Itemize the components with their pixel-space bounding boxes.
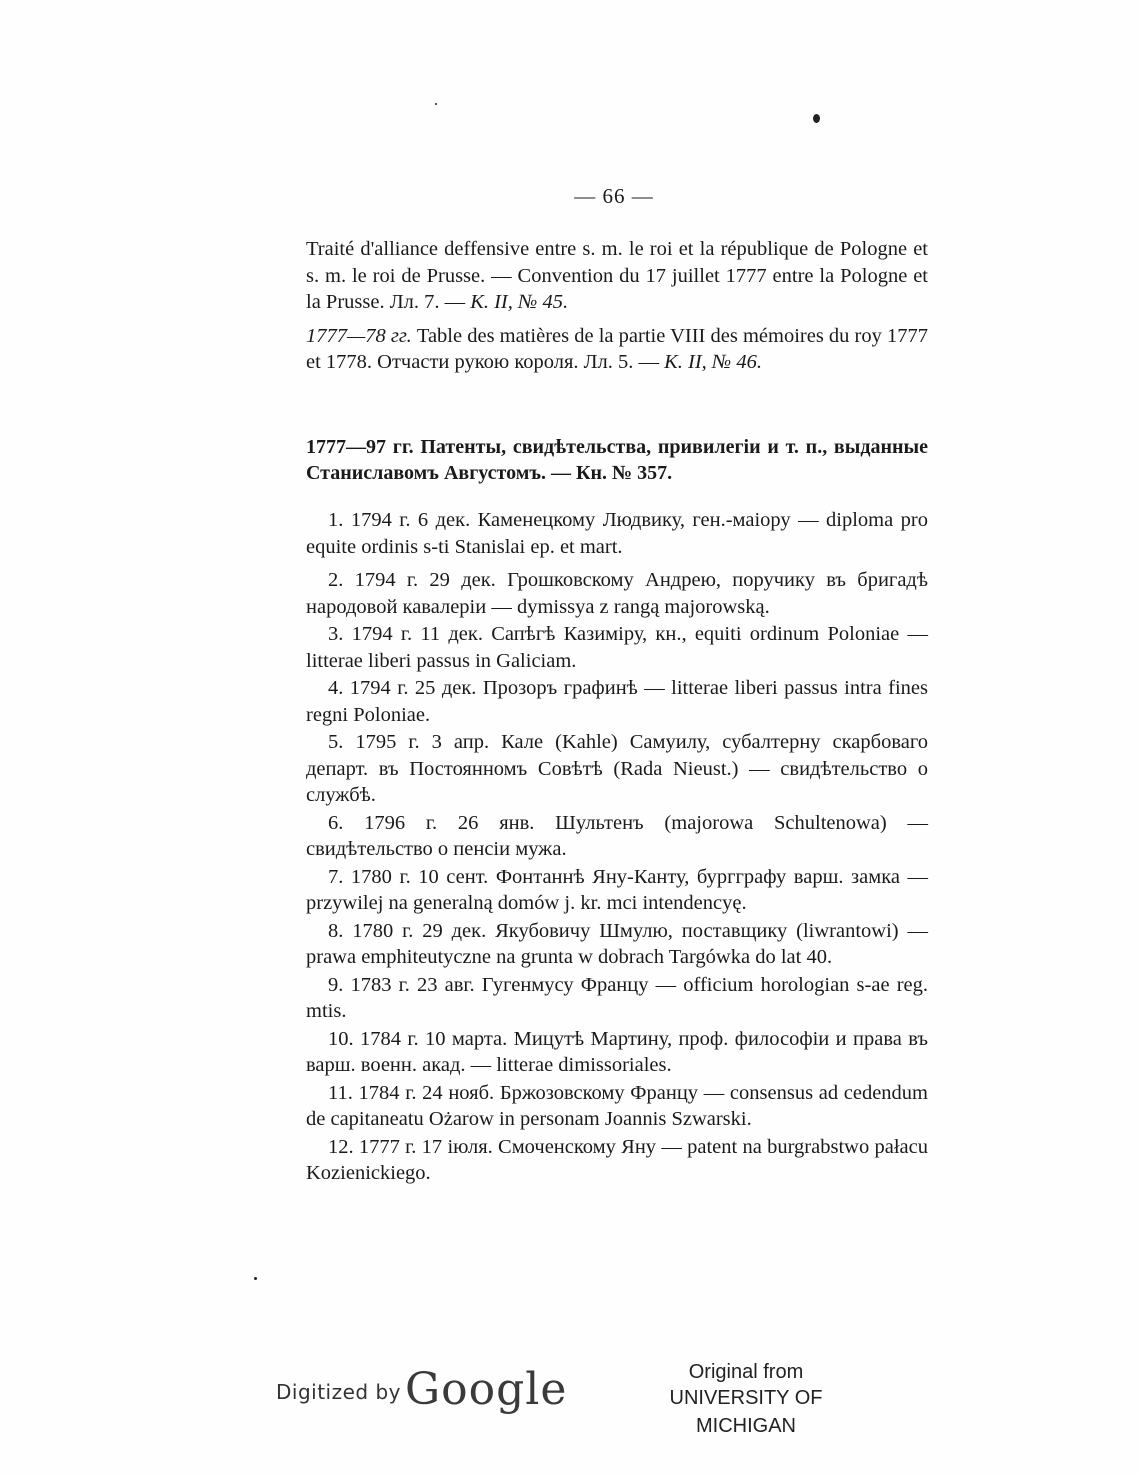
- scan-speck: [435, 103, 437, 105]
- list-item: 3. 1794 г. 11 дек. Сапѣгѣ Казиміру, кн., equiti ordinum Poloniae — litterae liberi passus in Galiciam.: [306, 623, 928, 672]
- intro-paragraph: [306, 323, 928, 376]
- original-from-label: Original from: [688, 1361, 804, 1383]
- list-item: 1. 1794 г. 6 дек. Каменецкому Людвику, ген.-маіору — diploma pro equite ordinis s-ti Stanislai ep. et mart.: [306, 509, 928, 558]
- google-logo: Google: [405, 1364, 568, 1415]
- list-item: 2. 1794 г. 29 дек. Грошковскому Андрею, поручику въ бригадѣ народовой кавалеріи — dymissya z rangą majorowską.: [306, 569, 928, 618]
- page-number: — 66 —: [574, 184, 654, 208]
- list-item: 6. 1796 г. 26 янв. Шультенъ (majorowa Schultenowa) — свидѣтельство о пенсіи мужа.: [306, 811, 928, 860]
- section-heading: [306, 434, 928, 486]
- list-item: 10. 1784 г. 10 марта. Мицутѣ Мартину, проф. философіи и права въ варш. военн. акад. — litterae dimissoriales.: [306, 1027, 928, 1076]
- digitized-label: Digitized by: [276, 1380, 401, 1404]
- university-name: UNIVERSITY OF MICHIGAN: [669, 1387, 823, 1437]
- entries-list: [306, 507, 928, 1188]
- scan-speck: [813, 114, 820, 123]
- section-heading-text: 1777—97 гг. Патенты, свидѣтельства, привилегіи и т. п., выданные Станиславомъ Августомъ. — Кн. № 357.: [306, 436, 928, 484]
- archive-reference: К. II, № 46.: [664, 351, 763, 373]
- archive-reference: К. II, № 45.: [470, 291, 569, 313]
- entry-date: 1777—78 гг.: [306, 324, 412, 347]
- scan-speck: [254, 1277, 257, 1280]
- original-source: [626, 1360, 866, 1440]
- list-item: 4. 1794 г. 25 дек. Прозоръ графинѣ — litterae liberi passus intra fines regni Poloniae.: [306, 677, 928, 726]
- intro-paragraph-text: Traité d'alliance deffensive entre s. m. le roi et la république de Pologne et s. m. le roi de Prusse. — Convention du 17 juillet 1777 entre la Pologne et la Prusse. Лл. 7. —: [306, 238, 928, 313]
- intro-section: [306, 236, 928, 376]
- list-item: 12. 1777 г. 17 іюля. Смоченскому Яну — patent na burgrabstwo pałacu Kozienickiego.: [306, 1135, 928, 1184]
- list-item: 8. 1780 г. 29 дек. Якубовичу Шмулю, поставщику (liwrantowi) — prawa emphiteutyczne na grunta w dobrach Targówka do lat 40.: [306, 919, 928, 968]
- intro-paragraph-text: Table des matières de la partie VIII des mémoires du roy 1777 et 1778. Отчасти рукою короля. Лл. 5. —: [306, 324, 929, 373]
- list-item: 5. 1795 г. 3 апр. Кале (Kahle) Самуилу, субалтерну скарбоваго департ. въ Постоянномъ Совѣтѣ (Rada Nieust.) — свидѣтельство о службѣ.: [306, 731, 928, 806]
- list-item: 11. 1784 г. 24 нояб. Бржозовскому Францу — consensus ad cedendum de capitaneatu Ożarow in personam Joannis Szwarski.: [306, 1081, 928, 1130]
- digitized-by-google: [276, 1362, 568, 1415]
- intro-paragraph: [306, 236, 928, 316]
- list-item: 7. 1780 г. 10 сент. Фонтаннѣ Яну-Канту, бургграфу варш. замка — przywilej na generalną domów j. kr. mci intendencyę.: [306, 865, 928, 914]
- list-item: 9. 1783 г. 23 авг. Гугенмусу Францу — officium horologian s-ae reg. mtis.: [306, 973, 928, 1022]
